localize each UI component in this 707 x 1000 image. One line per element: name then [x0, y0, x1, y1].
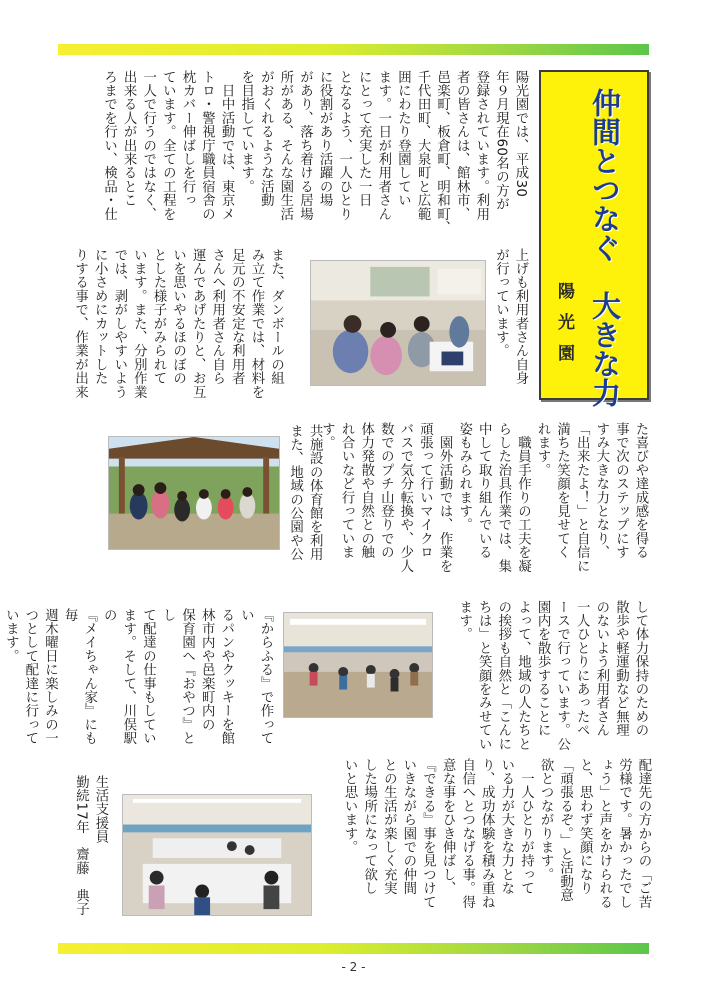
article-column-achievement: た喜びや達成感を得る 事で次のステップにす すみ大きな力となり、 「出来たよ！」と自信に 満ちた笑顔を見せてく れます。 職員手作りの工夫を凝 らした治具作業では、集 中して取り組んでいる 姿もみられます。 園外活動では、作業を 頑張って行いマイクロ バスで気分転換や、少人 数でのプチ山登りでの 体力発散や自然との触 れ合いなど行っていま す。	[319, 422, 648, 573]
article-column-walks: して体力保持のための 散歩や軽運動など無理 のないよう利用者さん 一人ひとりにあったペ ースで行っています。公 園内を散歩することに よって、地域の人たちと の挨拶も自然と「こんに ちは」と笑顔をみせてい ます。	[456, 600, 648, 751]
article-column-intro: 陽光園では、平成30 年９月現在60名の方が 登録されています。利用 者の皆さんは、館林市、 邑楽町、板倉町、明和町、 千代田町、大泉町と広範 囲にわたり登園してい ます。一日が利用者さん にとって充実した一日 となるよう、一人ひとり に役割があり活躍の場 があり、落ち着ける居場 所がある、そんな園生活 がおくれるような活動 を目指しています。 日中活動では、東京メ トロ・警視庁職員宿舎の 枕カバー伸ばしを行っ ています。全ての工程を 一人で行うのではなく、 出来る人が出来るとこ ろまでを行い、検品・仕	[101, 70, 528, 235]
photo-park-group	[108, 436, 280, 550]
article-column-closing: 配達先の方からの「ご苦 労様です。暑かったでし ょう」と声をかけられる と、思わず笑顔になり 「頑張るぞ。」と活動意 欲とつながります。 一人ひとりが持って いる力が大きな力とな り、成功体験を積み重ね 自信へとつなげる事。得 意な事をひき伸ばし、 『できる』事を見つけて いきながら園での仲間 との生活が楽しく充実 した場所になって欲し いと思います。	[342, 758, 651, 909]
article-column-work-end: 上げも利用者さん自身 が行っています。	[493, 248, 528, 385]
article-column-cardboard: りする事で、作業が出来 に小さめにカットした では、剥がしやすいよう います。また、分別作業 とした様子がみられて いを思いやるほのぼの 運んであげたりと、お互 さんへ利用者さん自ら 足元の不安定な利用者 み立て作業では、材料を また、ダンボールの組	[72, 248, 284, 399]
photo-indoor-work	[310, 260, 486, 386]
article-title: 仲間とつなぐ 大きな力	[588, 88, 622, 407]
photo-gym-activity	[283, 612, 433, 718]
author-signature: 生活支援員 勤続17年 齋藤 典子	[73, 775, 108, 916]
organization-name: 陽光園	[554, 282, 574, 375]
page-number: - 2 -	[341, 960, 366, 974]
top-decorative-band	[58, 44, 649, 55]
article-column-delivery: 『からふる』で作ってい るパンやクッキーを館 林市内や邑楽町内の 保育園へ『おやつ』とし て配達の仕事もしてい ます。そして、川俣駅の 『メイちゃん家』にも毎 週木曜日に楽しみの一 つとして配達に行って います。	[3, 608, 273, 745]
bottom-decorative-band	[58, 943, 649, 954]
photo-hall-workshop	[122, 794, 312, 916]
article-column-park: また、地域の公園や公 共施設の体育館を利用	[287, 424, 323, 561]
